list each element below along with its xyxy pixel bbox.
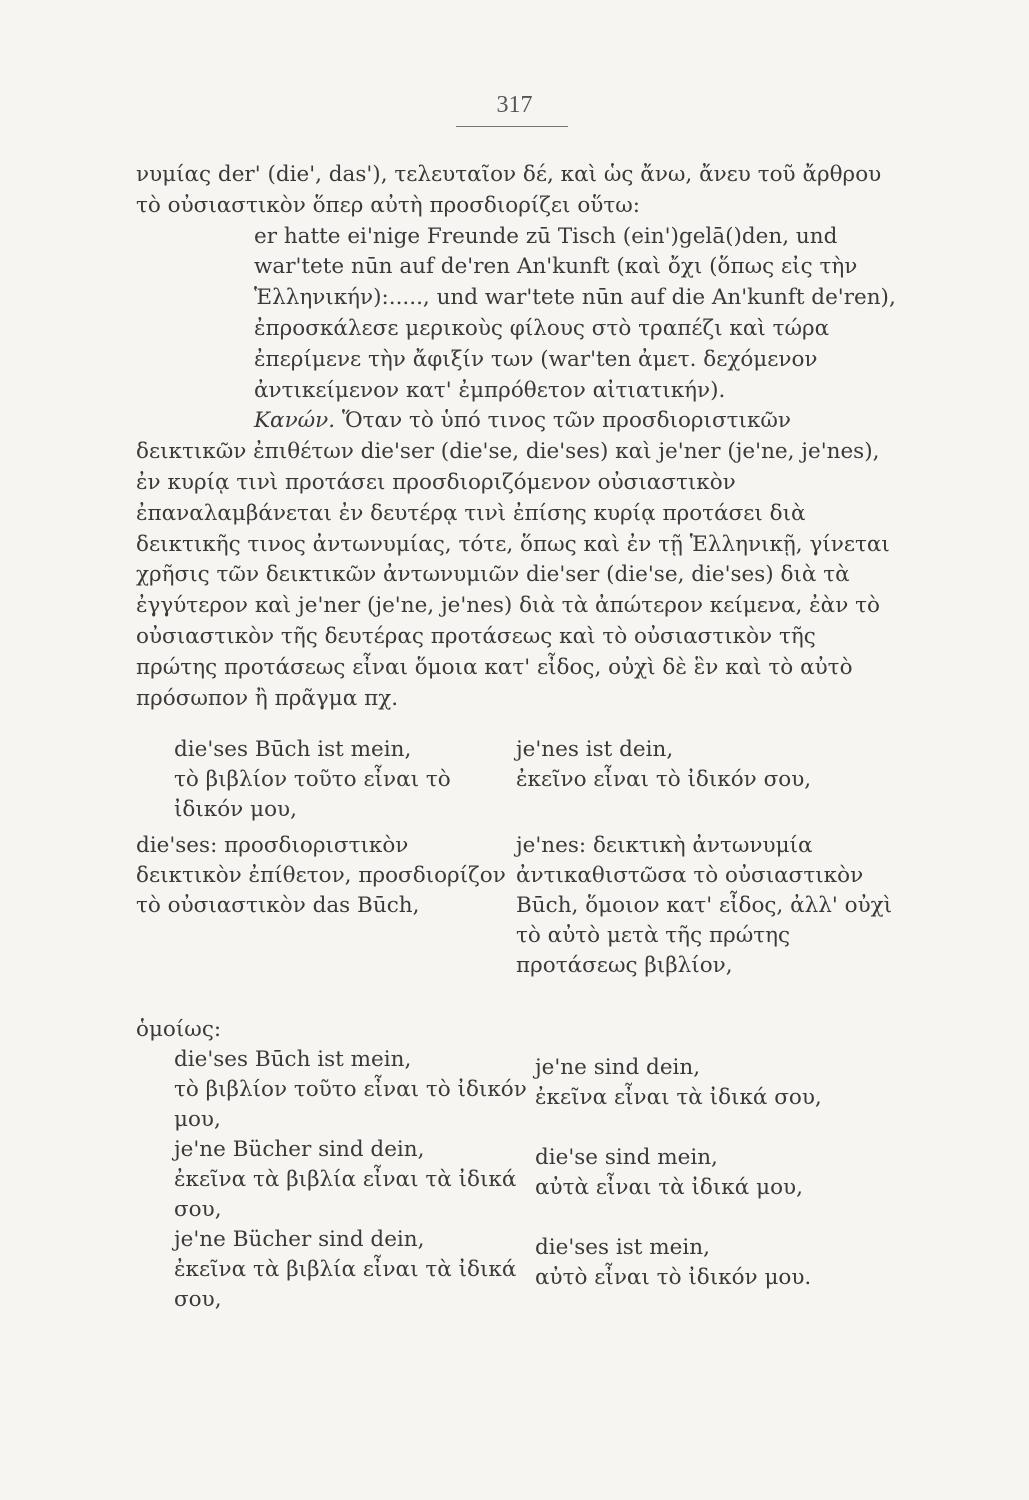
example1-row xyxy=(136,735,896,825)
example2-3-right-german: die'ses ist mein, xyxy=(535,1235,710,1260)
rule-text: Ὅταν τὸ ὑπό τινος τῶν προσδιοριστικῶν δεικτικῶν ἐπιθέτων die'ser (die'se, die'ses) καὶ je'ner (je'ne, je'nes), ἐν κυρίᾳ τινὶ προτάσει προσδιοριζόμενον οὐσιαστικὸν ἐπαναλαμβάνεται ἐν δευτέρᾳ τινὶ ἐπίσης κυρίᾳ προτάσει διὰ δεικτικῆς τινος ἀντωνυμίας, τότε, ὅπως καὶ ἐν τῇ Ἑλληνικῇ, γίνεται χρῆσις τῶν δεικτικῶν ἀντωνυμιῶν die'ser (die'se, die'ses) διὰ τὰ ἐγγύτερον καὶ je'ner (je'ne, je'nes) διὰ τὰ ἀπώτερον κείμενα, ἐὰν τὸ οὐσιαστικὸν τῆς δευτέρας προτάσεως καὶ τὸ οὐσιαστικὸν τῆς πρώτης προτάσεως εἶναι ὅμοια κατ' εἶδος, οὐχὶ δὲ ἓν καὶ τὸ αὐτὸ πρόσωπον ἢ πρᾶγμα πχ. xyxy=(136,408,890,711)
example2-2-left-german: je'ne Bücher sind dein, xyxy=(174,1137,425,1162)
example2-1-left-greek: τὸ βιβλίον τοῦτο εἶναι τὸ ἰδικόν μου, xyxy=(174,1077,527,1132)
example2-row-3 xyxy=(136,1225,896,1315)
rule-label: Κανών. xyxy=(254,408,336,434)
example2-row-2 xyxy=(136,1135,896,1225)
main-text xyxy=(136,160,901,714)
example2-3-left-greek: ἐκεῖνα τὰ βιβλία εἶναι τὰ ἰδικά σου, xyxy=(174,1257,517,1312)
intro-line-1: νυμίας der' (die', das'), τελευταῖον δέ, καὶ ὡς ἄνω, ἄνευ τοῦ ἄρθρου xyxy=(136,162,882,187)
example2-1-left-german: die'ses Būch ist mein, xyxy=(174,1047,412,1072)
header-rule xyxy=(456,126,568,127)
example-quote: er hatte ei'nige Freunde zū Tisch (ein')gelā()den, und war'tete nūn auf de'ren An'kunft (καὶ ὄχι (ὅπως εἰς τὴν Ἑλληνικήν):....., und war'tete nūn auf die An'kunft de'ren), ἐπροσκάλεσε μερικοὺς φίλους στὸ τραπέζι καὶ τώρα ἐπερίμενε τὴν ἄφιξίν των (war'ten ἀμετ. δεχόμενον ἀντικείμενον κατ' ἐμπρόθετον αἰτιατικήν). xyxy=(254,223,896,403)
example2-2-left-greek: ἐκεῖνα τὰ βιβλία εἶναι τὰ ἰδικά σου, xyxy=(174,1167,517,1222)
example2-3-left-german: je'ne Bücher sind dein, xyxy=(174,1227,425,1252)
rule-paragraph xyxy=(136,406,901,714)
example2-2-right-german: die'se sind mein, xyxy=(535,1145,718,1170)
example1-left-greek: τὸ βιβλίον τοῦτο εἶναι τὸ ἰδικόν μου, xyxy=(174,767,451,822)
example2-1-right-german: je'ne sind dein, xyxy=(535,1055,701,1080)
example2-3-right-greek: αὐτὸ εἶναι τὸ ἰδικόν μου. xyxy=(535,1265,812,1290)
example1-right-greek: ἐκεῖνο εἶναι τὸ ἰδικόν σου, xyxy=(516,767,812,792)
example2-2-right-greek: αὐτὰ εἶναι τὰ ἰδικά μου, xyxy=(535,1175,803,1200)
example1-notes-row xyxy=(136,831,896,981)
page-number: 317 xyxy=(496,92,533,118)
intro-line-2: τὸ οὐσιαστικὸν ὅπερ αὐτὴ προσδιορίζει οὕτω: xyxy=(136,192,641,218)
example1-left-german: die'ses Būch ist mein, xyxy=(174,737,412,762)
examples-block xyxy=(136,735,896,1315)
example1-left-note: die'ses: προσδιοριστικὸν δεικτικὸν ἐπίθετον, προσδιορίζον τὸ οὐσιαστικὸν das Būch, xyxy=(136,833,506,918)
similarly-label: ὁμοίως: xyxy=(136,1017,222,1042)
example2-row-1 xyxy=(136,1045,896,1135)
example2-1-right-greek: ἐκεῖνα εἶναι τὰ ἰδικά σου, xyxy=(535,1085,822,1110)
example1-right-german: je'nes ist dein, xyxy=(516,737,674,762)
example1-right-note: je'nes: δεικτικὴ ἀντωνυμία ἀντικαθιστῶσα τὸ οὐσιαστικὸν Būch, ὅμοιον κατ' εἶδος, ἀλλ' οὐχὶ τὸ αὐτὸ μετὰ τῆς πρώτης προτάσεως βιβλίον, xyxy=(516,833,893,978)
